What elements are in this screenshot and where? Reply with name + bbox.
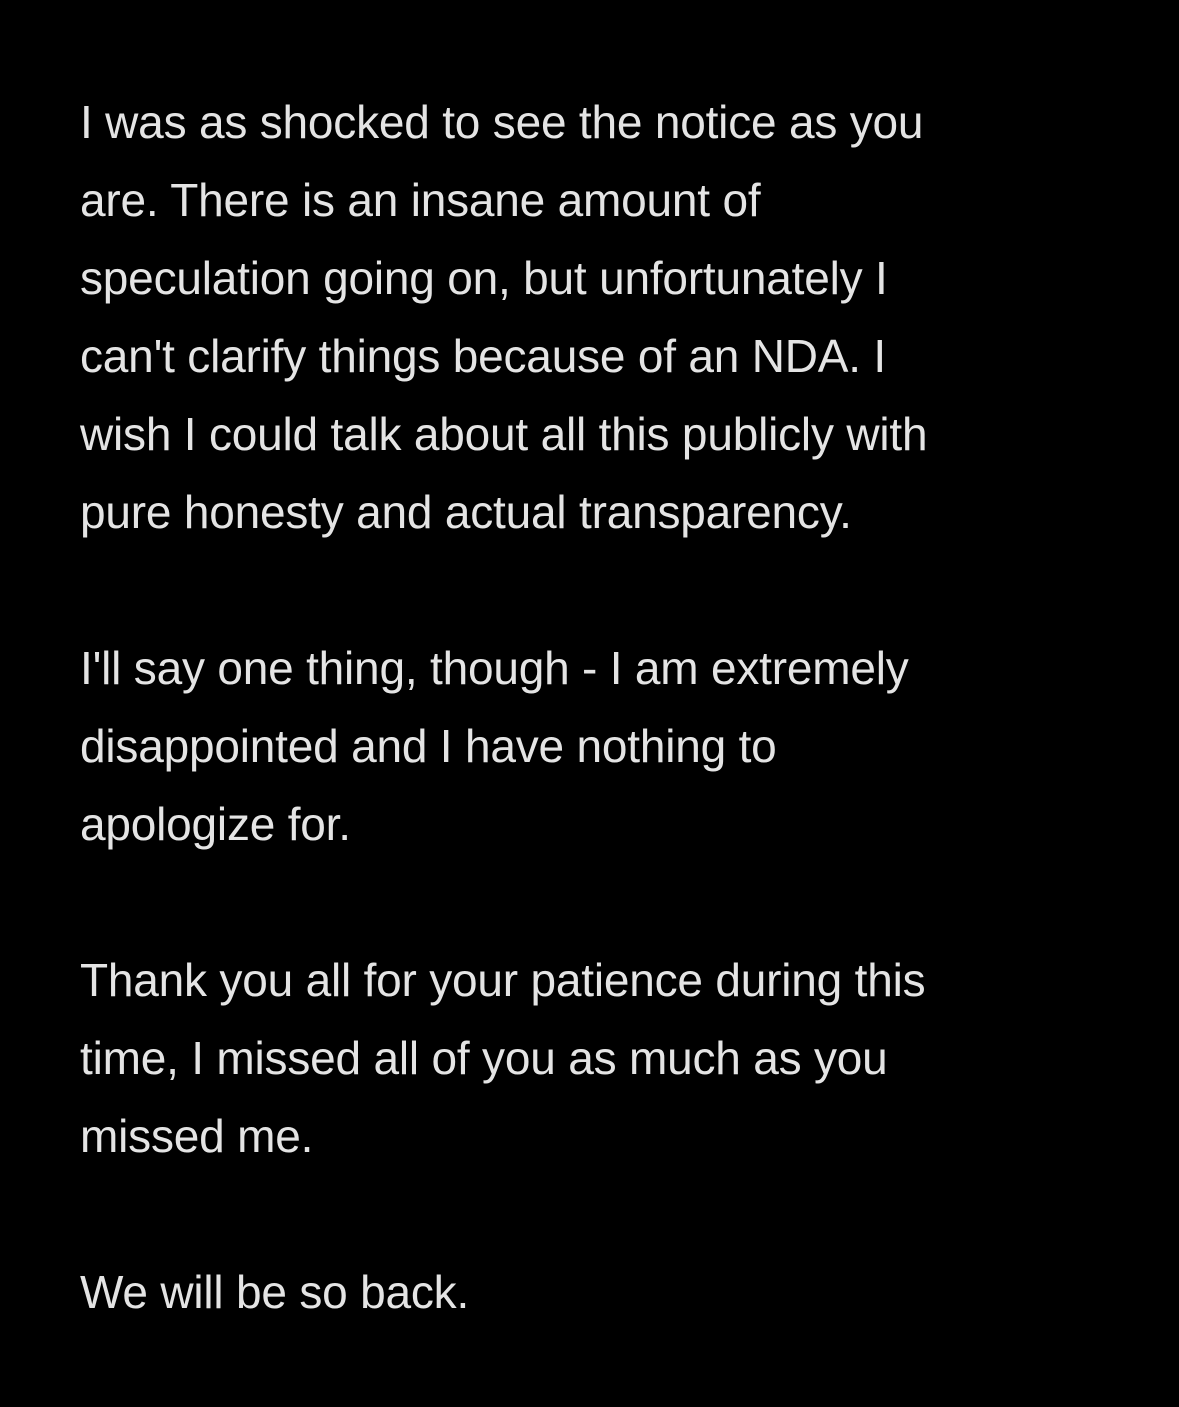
paragraph-2 [80,629,1120,863]
paragraph-1 [80,83,1120,551]
text-line: Thank you all for your patience during this [80,954,926,1006]
note-body [80,83,1120,1331]
text-line: disappointed and I have nothing to [80,720,777,772]
text-line: missed me. [80,1110,314,1162]
text-line: wish I could talk about all this publicly with [80,408,928,460]
paragraph-4 [80,1253,1120,1331]
text-line: I was as shocked to see the notice as you [80,96,924,148]
text-line: are. There is an insane amount of [80,174,761,226]
text-line: speculation going on, but unfortunately I [80,252,888,304]
paragraph-3 [80,941,1120,1175]
text-line: time, I missed all of you as much as you [80,1032,888,1084]
text-line: apologize for. [80,798,351,850]
text-line: We will be so back. [80,1266,470,1318]
text-line: I'll say one thing, though - I am extremely [80,642,909,694]
text-line: can't clarify things because of an NDA. I [80,330,886,382]
text-line: pure honesty and actual transparency. [80,486,852,538]
